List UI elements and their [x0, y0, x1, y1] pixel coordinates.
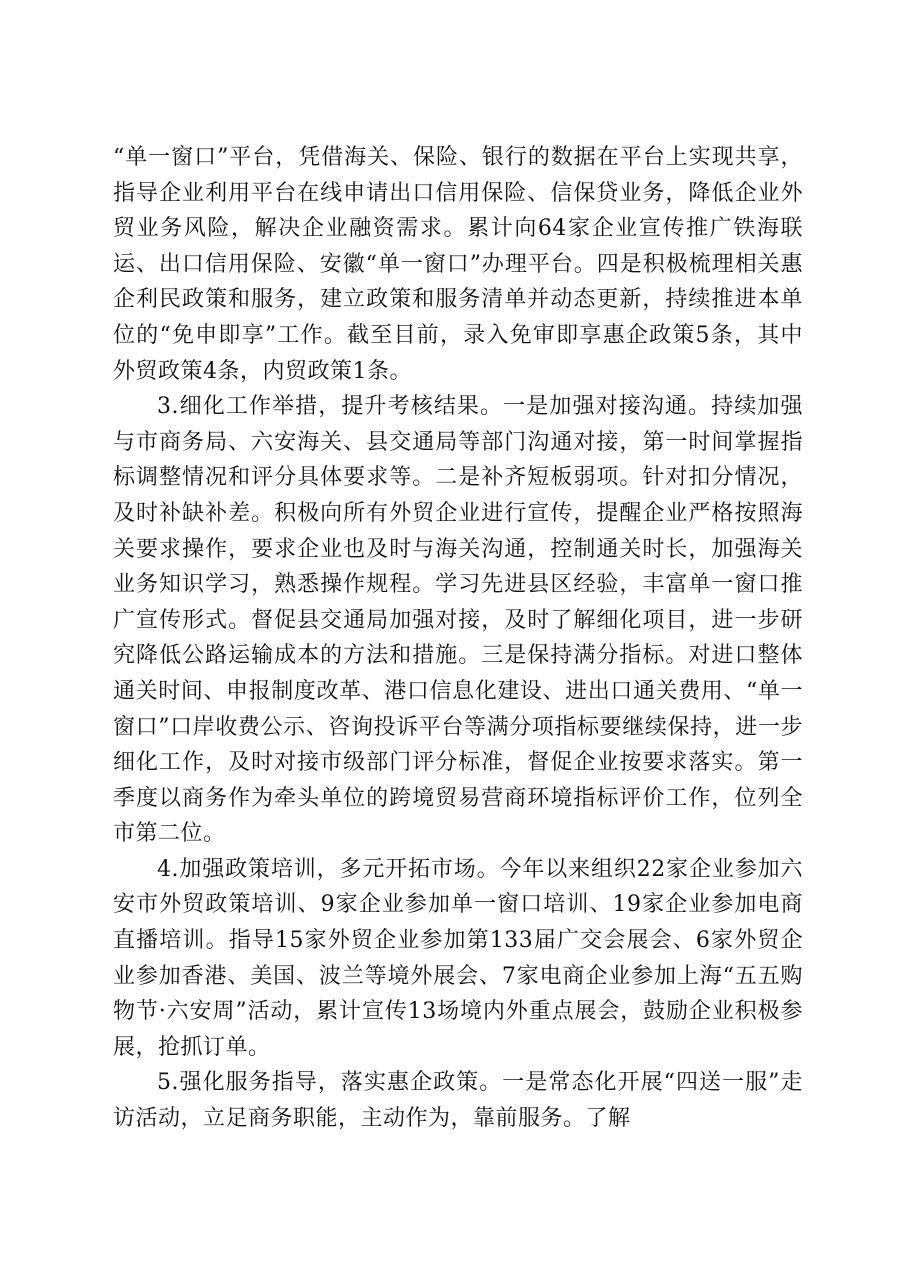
paragraph-item-4: 4.加强政策培训，多元开拓市场。今年以来组织22家企业参加六安市外贸政策培训、9家企业参加单一窗口培训、19家企业参加电商直播培训。指导15家外贸企业参加第133届广交会展会、6家外贸企业参加香港、美国、波兰等境外展会、7家电商企业参加上海“五五购物节·六安周”活动，累计宣传13场境内外重点展会，鼓励企业积极参展，抢抓订单。	[113, 856, 803, 1060]
paragraph-continuation: “单一窗口”平台，凭借海关、保险、银行的数据在平台上实现共享，指导企业利用平台在线申请出口信用保险、信保贷业务，降低企业外贸业务风险，解决企业融资需求。累计向64家企业宣传推广铁海联运、出口信用保险、安徽“单一窗口”办理平台。四是积极梳理相关惠企利民政策和服务，建立政策和服务清单并动态更新，持续推进本单位的“免申即享”工作。截至目前，录入免审即享惠企政策5条，其中外贸政策4条，内贸政策1条。	[113, 145, 803, 384]
paragraph-item-3: 3.细化工作举措，提升考核结果。一是加强对接沟通。持续加强与市商务局、六安海关、县交通局等部门沟通对接，第一时间掌握指标调整情况和评分具体要求等。二是补齐短板弱项。针对扣分情况，及时补缺补差。积极向所有外贸企业进行宣传，提醒企业严格按照海关要求操作，要求企业也及时与海关沟通，控制通关时长，加强海关业务知识学习，熟悉操作规程。学习先进县区经验，丰富单一窗口推广宣传形式。督促县交通局加强对接，及时了解细化项目，进一步研究降低公路运输成本的方法和措施。三是保持满分指标。对进口整体通关时间、申报制度改革、港口信息化建设、进出口通关费用、“单一窗口”口岸收费公示、咨询投诉平台等满分项指标要继续保持，进一步细化工作，及时对接市级部门评分标准，督促企业按要求落实。第一季度以商务作为牵头单位的跨境贸易营商环境指标评价工作，位列全市第二位。	[113, 394, 803, 847]
document-body	[113, 140, 803, 1137]
paragraph-item-5: 5.强化服务指导，落实惠企政策。一是常态化开展“四送一服”走访活动，立足商务职能，主动作为，靠前服务。了解	[113, 1070, 803, 1132]
